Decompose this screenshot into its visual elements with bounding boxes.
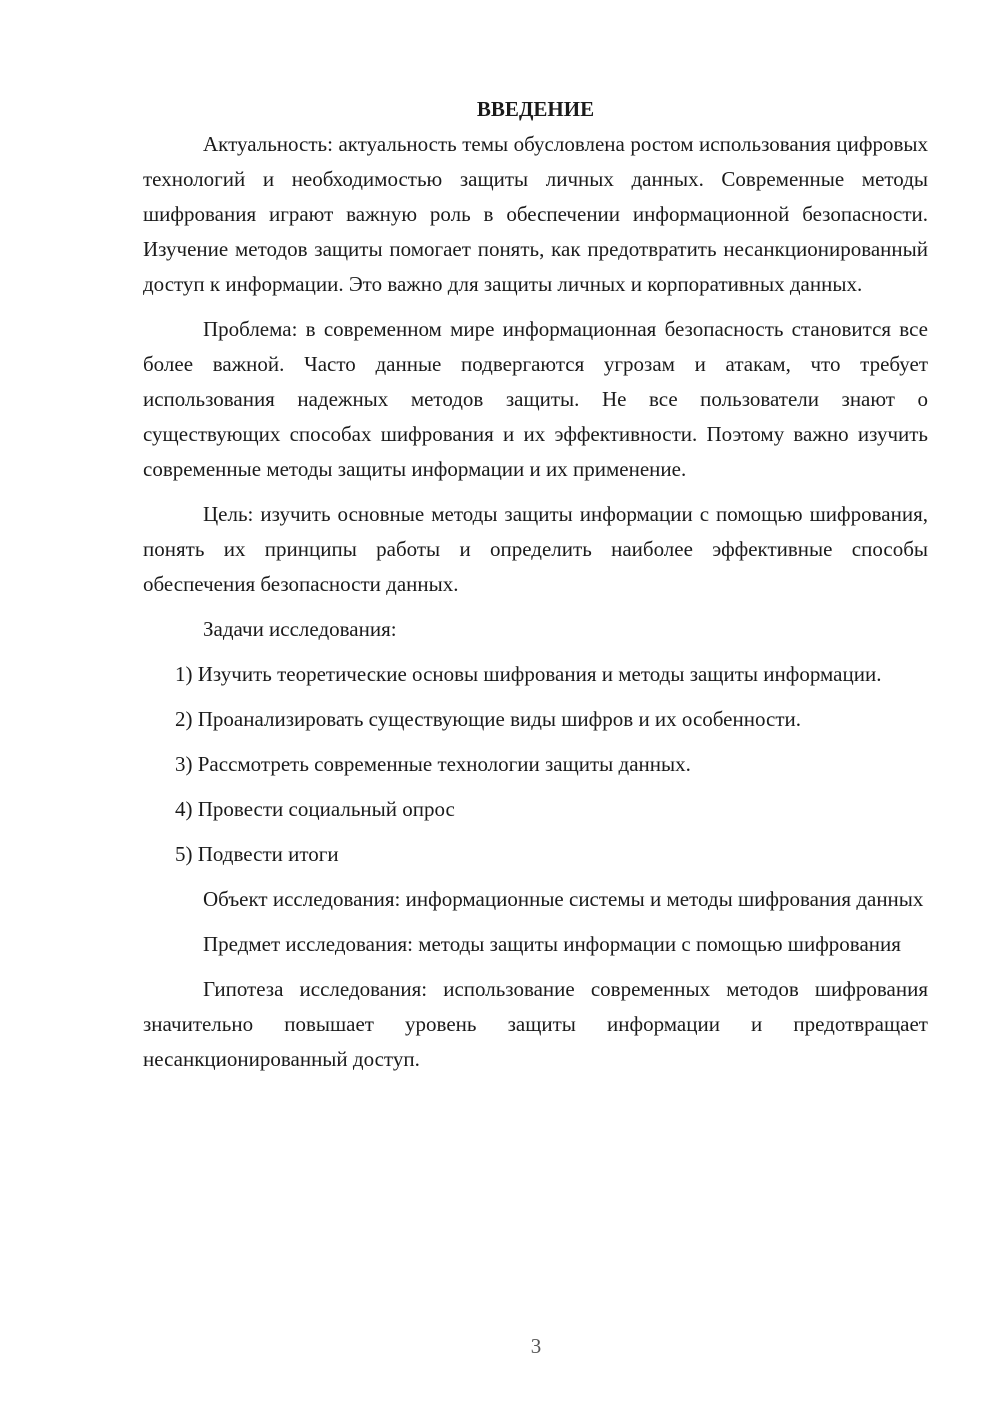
list-item: 3) Рассмотреть современные технологии защиты данных. bbox=[175, 752, 691, 776]
list-item: 5) Подвести итоги bbox=[175, 842, 339, 866]
paragraph-problem: Проблема: в современном мире информационная безопасность становится все более важной. Часто данные подвергаются угрозам и атакам, что требует использования надежных методов защиты. Не все пользователи знают о существующих способах шифрования и их эффективности. Поэтому важно изучить современные методы защиты информации и их применение. bbox=[143, 317, 928, 481]
list-item: 2) Проанализировать существующие виды шифров и их особенности. bbox=[175, 707, 801, 731]
paragraph-subject: Предмет исследования: методы защиты информации с помощью шифрования bbox=[203, 932, 901, 956]
paragraph-tasks-title: Задачи исследования: bbox=[203, 617, 397, 641]
paragraph-hypothesis: Гипотеза исследования: использование современных методов шифрования значительно повышает уровень защиты информации и предотвращает несанкционированный доступ. bbox=[143, 977, 928, 1071]
paragraph-relevance: Актуальность: актуальность темы обусловлена ростом использования цифровых технологий и необходимостью защиты личных данных. Современные методы шифрования играют важную роль в обеспечении информационной безопасности. Изучение методов защиты помогает понять, как предотвратить несанкционированный доступ к информации. Это важно для защиты личных и корпоративных данных. bbox=[143, 132, 928, 296]
paragraph-object: Объект исследования: информационные системы и методы шифрования данных bbox=[203, 887, 924, 911]
document-page bbox=[143, 92, 928, 1087]
section-heading: ВВЕДЕНИЕ bbox=[476, 97, 595, 121]
page-number: 3 bbox=[530, 1334, 542, 1358]
list-item: 4) Провести социальный опрос bbox=[175, 797, 455, 821]
paragraph-goal: Цель: изучить основные методы защиты информации с помощью шифрования, понять их принципы работы и определить наиболее эффективные способы обеспечения безопасности данных. bbox=[143, 502, 928, 596]
list-item: 1) Изучить теоретические основы шифрования и методы защиты информации. bbox=[175, 662, 882, 686]
